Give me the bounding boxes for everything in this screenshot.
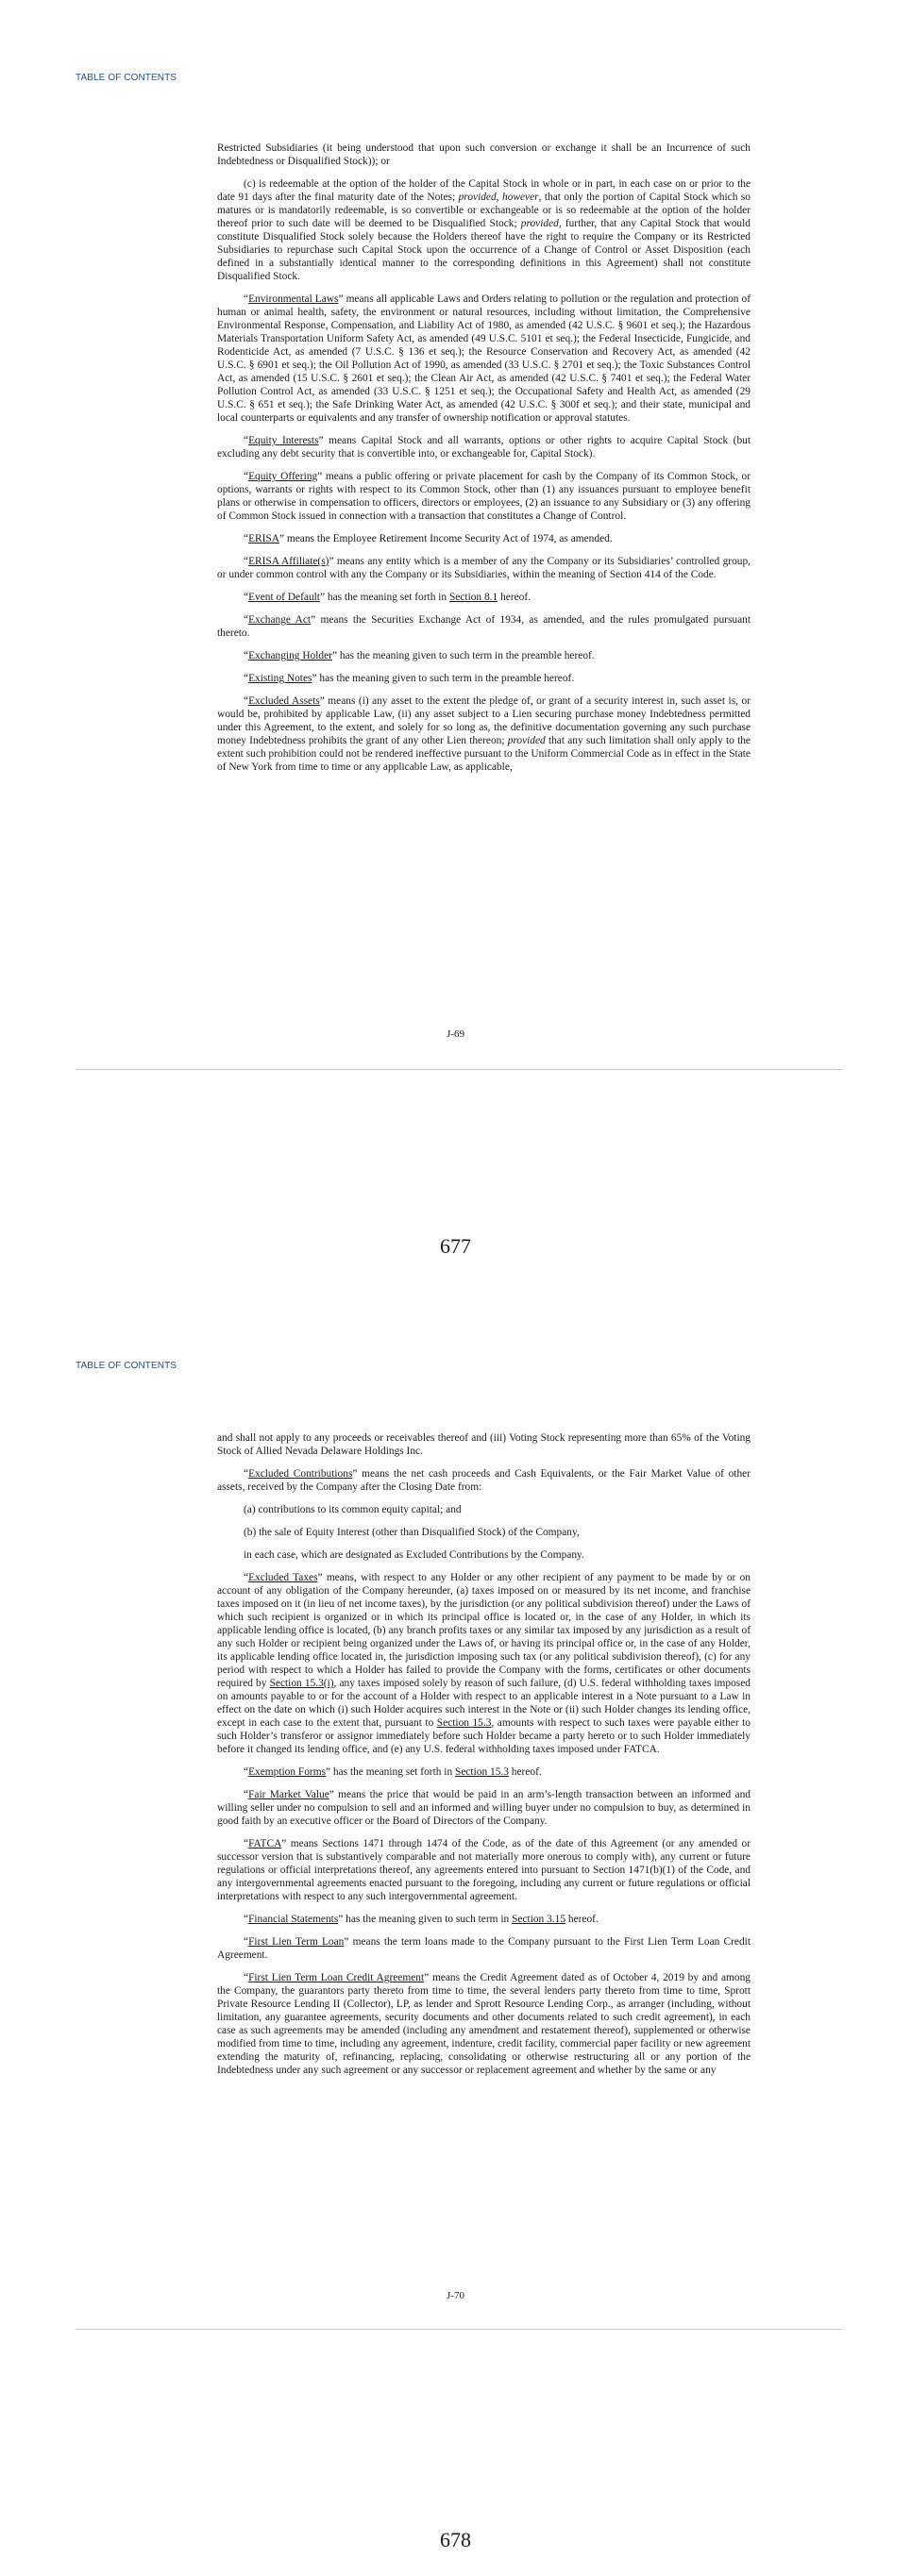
defined-term: First Lien Term Loan Credit Agreement [248,1972,425,1983]
defined-term: Excluded Assets [248,695,320,707]
paragraph-text: ” means Capital Stock and all warrants, options or other rights to acquire Capital Stock (but excluding any debt security that is convertible into, or exchangeable for, Capital Stock). [217,435,751,460]
paragraph-text: hereof. [498,592,531,603]
paragraph-text: ” means any entity which is a member of any the Company or its Subsidiaries’ controlled group, or under common control with any the Company or its Subsidiaries, within the meaning of Section 414 of the Code. [217,556,751,580]
paragraph [217,1548,751,1562]
defined-term: Financial Statements [248,1914,339,1925]
paragraph-text: “ [244,1972,249,1983]
page-number: 678 [440,2528,471,2551]
defined-term: Environmental Laws [248,293,339,305]
paragraph [217,142,751,168]
emphasis-text: provided [458,192,497,203]
page-divider [76,2329,842,2330]
paragraph [217,1431,751,1458]
paragraph [217,1837,751,1903]
paragraph [217,591,751,604]
paragraph-text: ” means the net cash proceeds and Cash Equivalents, or the Fair Market Value of other assets, received by the Company after the Closing Date from: [217,1468,751,1493]
paragraph-text: (c) is redeemable at the option of the holder of the Capital Stock in whole or in part, in each case on or prior to the date 91 days after the final maturity date of the Notes; [217,178,751,203]
paragraph-text: ” has the meaning set forth in [326,1766,455,1778]
paragraph-text: (b) the sale of Equity Interest (other than Disqualified Stock) of the Company, [244,1527,580,1538]
paragraph-text: hereof. [565,1914,599,1925]
defined-term: Fair Market Value [248,1789,329,1800]
paragraph-text: “ [244,614,249,626]
paragraph-text: “ [244,1789,249,1800]
paragraph-text: “ [244,1914,249,1925]
paragraph-text: ” means Sections 1471 through 1474 of the Code, as of the date of this Agreement (or any amended or successor version that is substantively comparable and not materially more onerous to comply with), any current or future regulations or official interpretations thereof, any agreements entered into pursuant to Section 1471(b)(1) of the Code, and any intergovernmental agreements enacted pursuant to the foregoing, including any current or future regulations or official interpretations with respect to any such intergovernmental agreement. [217,1838,751,1902]
paragraph-text: hereof. [508,1766,542,1778]
paragraph [217,177,751,283]
paragraph [217,470,751,523]
paragraph-text: ” has the meaning given to such term in the preamble hereof. [331,650,595,661]
paragraph-text: and shall not apply to any proceeds or receivables thereof and (iii) Voting Stock representing more than 65% of the Voting Stock of Allied Nevada Delaware Holdings Inc. [217,1432,751,1457]
paragraph-text: “ [244,650,249,661]
paragraph-text: that any such limitation shall only apply to the extent such prohibition could not be rendered ineffective pursuant to the Uniform Commercial Code as in effect in the State of New York from time to time or any applicable Law, as applicable, [217,735,751,773]
paragraph [217,1503,751,1516]
paragraph [217,672,751,685]
defined-term: ERISA [248,533,279,544]
paragraph [217,613,751,640]
paragraph-text: ” has the meaning given to such term in the preamble hereof. [312,673,575,684]
defined-term: Exemption Forms [248,1766,327,1778]
paragraph-text: , [496,192,502,203]
paragraph-text: , amounts with respect to such taxes were payable either to such Holder’s transferor or assignor immediately before such Holder became a party hereto or to such Holder immediately before it changed its lending office, and (e) any U.S. federal withholding taxes imposed under FATCA. [217,1717,751,1755]
paragraph-text: ” means, with respect to any Holder or any other recipient of any payment to be made by or on account of any obligation of the Company hereunder, (a) taxes imposed on or measured by its net income, and franchise taxes imposed on it (in lieu of net income taxes), by the jurisdiction (or any political subdivision thereof) under the Laws of which such recipient is organized or in which its principal office is located or, in the case of any Holder, in which its applicable lending office is located, (b) any branch profits taxes or any similar tax imposed by any jurisdiction as a result of any such Holder or recipient being organized under the Laws of, or having its principal office or, in the case of any Holder, its applicable lending office located in, the jurisdiction imposing such tax (or any political subdivision thereof), (c) for any period with respect to which a Holder has failed to provide the Company with the forms, certificates or other documents required by [217,1572,751,1689]
paragraph-text: , that only the portion of Capital Stock which so matures or is mandatorily redeemable, is so convertible or exchangeable or is so redeemable at the option of the holder thereof prior to such date will be deemed to be Disqualified Stock; [217,192,751,229]
paragraph [217,293,751,425]
defined-term: Section 15.3 [454,1766,509,1778]
defined-term: Section 8.1 [448,592,498,603]
table-of-contents-link[interactable]: TABLE OF CONTENTS [76,1361,177,1371]
paragraph [217,1935,751,1962]
paragraph-text: ” means a public offering or private placement for cash by the Company of its Common Stock, or options, warrants or rights with respect to its Common Stock, other than (1) any issuances pursuant to employee benefit plans or otherwise in compensation to officers, directors or employees, (2) an issuance to any Subsidiary or (3) any offering of Common Stock issued in connection with a transaction that constitutes a Change of Control. [217,471,751,522]
paragraph [217,1765,751,1779]
defined-term: Existing Notes [248,673,312,684]
emphasis-text: provided [507,735,546,746]
table-of-contents-link[interactable]: TABLE OF CONTENTS [76,73,177,83]
paragraph-text: ” means the Securities Exchange Act of 1934, as amended, and the rules promulgated pursuant thereto. [217,614,751,639]
paragraph [217,694,751,774]
defined-term: Section 15.3 [436,1717,492,1729]
paragraph-text: “ [244,592,249,603]
paragraph-text: “ [244,435,249,446]
document-page [0,1288,911,2576]
defined-term: Section 3.15 [512,1914,566,1925]
defined-term: Equity Offering [248,471,318,482]
defined-term: Excluded Contributions [248,1468,353,1480]
paragraph-text: “ [244,673,249,684]
paragraph-text: Restricted Subsidiaries (it being understood that upon such conversion or exchange it shall be an Incurrence of such Indebtedness or Disqualified Stock)); or [217,142,751,167]
paragraph [217,1526,751,1539]
paragraph-text: “ [244,1468,249,1480]
defined-term: FATCA [248,1838,282,1849]
page-body [217,1431,751,2086]
defined-term: ERISA Affiliate(s) [248,556,329,567]
paragraph-text: in each case, which are designated as Excluded Contributions by the Company. [244,1549,584,1561]
paragraph-text: ” means the Credit Agreement dated as of October 4, 2019 by and among the Company, the guarantors party thereto from time to time, the several lenders party thereto from time to time, Sprott Private Resource Lending II (Collector), LP, as lender and Sprott Resource Lending Corp., as arranger (including, without limitation, any guarantee agreements, security documents and other documents related to such credit agreement), in each case as such agreements may be amended (including any amendment and restatement thereof), supplemented or otherwise modified from time to time, including any agreement, indenture, credit facility, commercial paper facility or new agreement extending the maturity of, refinancing, replacing, consolidating or otherwise restructuring all or any portion of the Indebtedness under any such agreement or any successor or replacement agreement and whether by the same or any [217,1972,751,2076]
page-body [217,142,751,783]
paragraph-text: (a) contributions to its common equity capital; and [244,1504,462,1515]
paragraph-text: “ [244,471,249,482]
paragraph [217,649,751,662]
defined-term: Event of Default [248,592,320,603]
emphasis-text: provided [520,218,559,229]
paragraph [217,532,751,545]
paragraph [217,555,751,581]
paragraph-text: “ [244,695,249,707]
defined-term: Exchange Act [248,614,312,626]
paragraph-text: “ [244,1936,249,1948]
defined-term: Equity Interests [248,435,319,446]
paragraph [217,1467,751,1494]
paragraph-text: “ [244,1838,249,1849]
paragraph [217,434,751,460]
paragraph-text: ” means the price that would be paid in an arm’s-length transaction between an informed and willing seller under no compulsion to sell and an informed and willing buyer under no compulsion to buy, as determined in good faith by an executive officer or the Board of Directors of the Company. [217,1789,751,1827]
paragraph-text: ” means all applicable Laws and Orders relating to pollution or the regulation and protection of human or animal health, safety, the environment or natural resources, including without limitation, the Comprehensive Environmental Response, Compensation, and Liability Act of 1980, as amended (42 U.S.C. § 9601 et seq.); the Hazardous Materials Transportation Uniform Safety Act, as amended (49 U.S.C. 5101 et seq.); the Federal Insecticide, Fungicide, and Rodenticide Act, as amended (7 U.S.C. § 136 et seq.); the Resource Conservation and Recovery Act, as amended (42 U.S.C. § 6901 et seq.); the Oil Pollution Act of 1990, as amended (33 U.S.C. § 2701 et seq.); the Toxic Substances Control Act, as amended (15 U.S.C. § 2601 et seq.); the Clean Air Act, as amended (42 U.S.C. § 7401 et seq.); the Federal Water Pollution Control Act, as amended (33 U.S.C. § 1251 et seq.); the Occupational Safety and Health Act, as amended (29 U.S.C. § 651 et seq.); the Safe Drinking Water Act, as amended (42 U.S.C. § 300f et seq.); and their state, municipal and local counterparts or equivalents and any transfer of ownership notification or approval statutes. [217,293,751,424]
paragraph [217,1788,751,1828]
emphasis-text: however [502,192,539,203]
paragraph-text: ” means (i) any asset to the extent the pledge of, or grant of a security interest in, such asset is, or would be, prohibited by applicable Law, (ii) any asset subject to a Lien securing purchase money Indebtedness permitted under this Agreement, to the extent, and solely for so long as, the definitive documentation governing any such purchase money Indebtedness prohibits the grant of any other Lien thereon; [217,695,751,746]
defined-term: First Lien Term Loan [248,1936,345,1948]
paragraph-text: “ [244,1572,249,1583]
paragraph-text: , any taxes imposed solely by reason of such failure, (d) U.S. federal withholding taxes imposed on amounts payable to or for the account of a Holder with respect to an applicable interest in a Note pursuant to a Law in effect on the date on which (i) such Holder acquires such interest in the Note or (ii) such Holder changes its lending office, except in each case to the extent that, pursuant to [217,1678,751,1729]
paragraph-text: ” has the meaning set forth in [319,592,449,603]
defined-term: Section 15.3(i) [269,1678,334,1689]
page-number: 677 [440,1234,471,1258]
paragraph-text: “ [244,1766,249,1778]
defined-term: Excluded Taxes [248,1572,318,1583]
page-divider [76,1069,842,1070]
paragraph [217,1913,751,1926]
paragraph-text: “ [244,556,249,567]
paragraph-text: “ [244,293,249,305]
paragraph-text: ” has the meaning given to such term in [338,1914,513,1925]
defined-term: Exchanging Holder [248,650,332,661]
paragraph [217,1971,751,2077]
paragraph-text: , further, that any Capital Stock that would constitute Disqualified Stock solely because the Holders thereof have the right to require the Company or its Restricted Subsidiaries to repurchase such Capital Stock upon the occurrence of a Change of Control or Asset Disposition (each defined in a substantially identical manner to the corresponding definitions in this Agreement) shall not constitute Disqualified Stock. [217,218,751,282]
paragraph [217,1571,751,1756]
paragraph-text: ” means the term loans made to the Company pursuant to the First Lien Term Loan Credit Agreement. [217,1936,751,1961]
folio: J-70 [447,2290,464,2301]
folio: J-69 [447,1029,464,1040]
paragraph-text: “ [244,533,249,544]
paragraph-text: ” means the Employee Retirement Income Security Act of 1974, as amended. [278,533,613,544]
